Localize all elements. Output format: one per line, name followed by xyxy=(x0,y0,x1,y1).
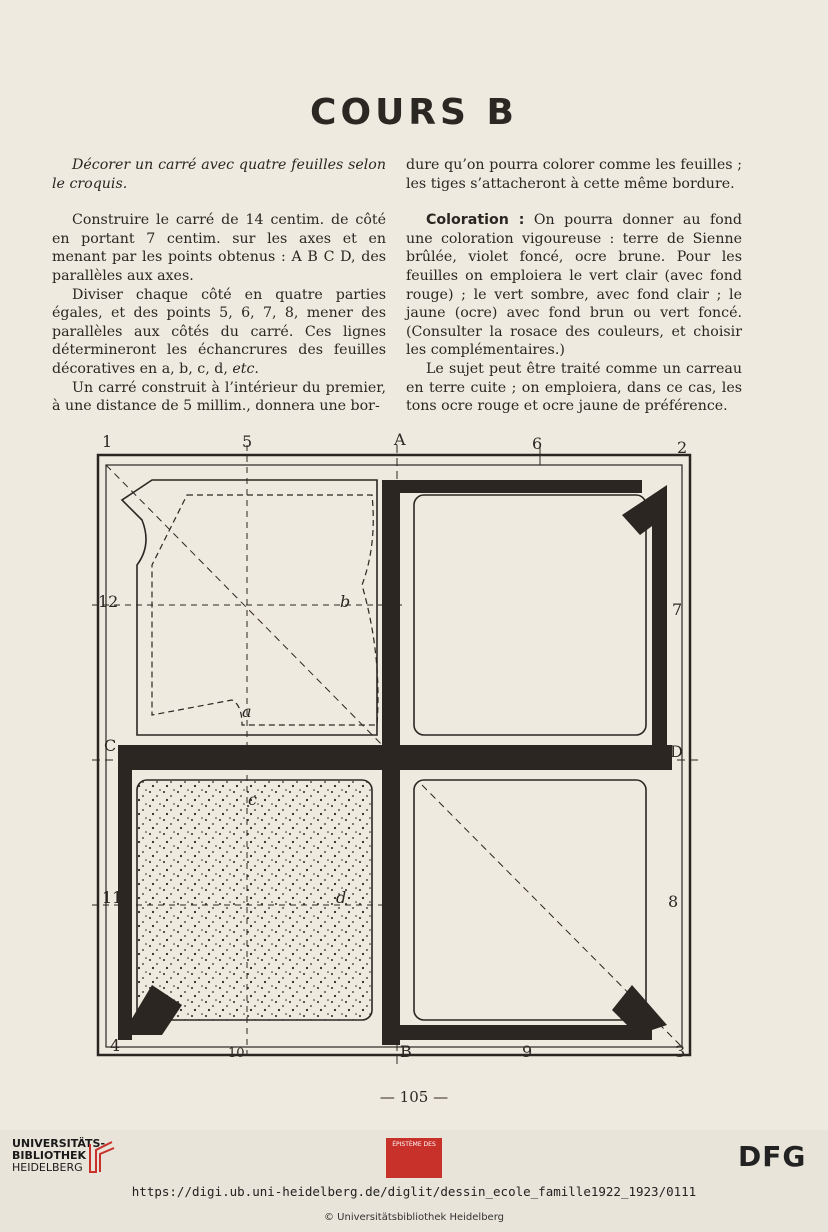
exercise-statement: Décorer un carré avec quatre feuilles selon le croquis. xyxy=(52,157,386,192)
label-10: 10 xyxy=(228,1046,245,1061)
paragraph: Un carré construit à l’intérieur du premier, à une distance de 5 millim., donnera une bor- xyxy=(52,379,386,415)
label-8: 8 xyxy=(668,892,679,911)
library-logo-icon xyxy=(86,1136,116,1176)
source-url[interactable]: https://digi.ub.uni-heidelberg.de/diglit/dessin_ecole_famille1922_1923/0111 xyxy=(131,1184,697,1199)
label-5: 5 xyxy=(242,432,253,451)
label-B: B xyxy=(400,1042,412,1061)
paragraph: Le sujet peut être traité comme un carreau en terre cuite ; on emploiera, dans ce cas, les tons ocre rouge et ocre jaune de préférence. xyxy=(406,360,742,415)
paragraph: dure qu’on pourra colorer comme les feuilles ; les tiges s’attacheront à cette même bordure. xyxy=(406,157,742,192)
horizontal-band xyxy=(118,745,672,770)
label-2: 2 xyxy=(677,438,688,457)
label-4: 4 xyxy=(110,1036,121,1055)
label-C: C xyxy=(104,736,117,755)
diagonal-1-3b xyxy=(422,785,682,1047)
page-number: — 105 — xyxy=(379,1088,449,1106)
right-border xyxy=(652,500,667,745)
right-column xyxy=(406,156,742,416)
bottom-border xyxy=(400,1025,652,1040)
dfg-logo: DFG xyxy=(738,1140,807,1173)
library-logo-text: UNIVERSITÄTS- BIBLIOTHEK HEIDELBERG xyxy=(12,1137,106,1174)
label-3: 3 xyxy=(675,1042,686,1061)
paragraph: Diviser chaque côté en quatre parties égales, et des points 5, 6, 7, 8, mener des parallèles aux côtés du carré. Ces lignes détermineront les échancrures des feuilles décoratives en a, b, c, d, etc. xyxy=(52,286,386,377)
coloration-heading: Coloration : xyxy=(426,212,525,229)
label-b: b xyxy=(340,592,351,611)
leaf-top-right xyxy=(414,495,646,735)
left-column xyxy=(52,156,386,416)
label-D: D xyxy=(670,742,683,761)
label-7: 7 xyxy=(672,600,683,619)
partner-badge: ÉPISTÈME DES xyxy=(386,1138,442,1178)
leaf-bottom-right xyxy=(414,780,646,1020)
label-a: a xyxy=(242,702,252,721)
label-d: d xyxy=(336,888,347,907)
page-title: COURS B xyxy=(310,92,518,133)
top-border xyxy=(400,480,642,493)
label-c: c xyxy=(248,790,257,809)
label-12: 12 xyxy=(98,592,119,611)
label-11: 11 xyxy=(102,888,123,907)
paragraph: Construire le carré de 14 centim. de côté en portant 7 centim. sur les axes et en menant par les points obtenus : A B C D, des parallèles aux axes. xyxy=(52,212,386,284)
label-9: 9 xyxy=(522,1042,533,1061)
paragraph: Coloration : On pourra donner au fond une coloration vigoureuse : terre de Sienne brûlée, violet foncé, ocre brune. Pour les feuilles on emploiera le vert clair (avec fond rouge) ; le vert sombre, avec fond clair ; le jaune (ocre) avec fond brun ou vert foncé. (Consulter la rosace des couleurs, et choisir les complémentaires.) xyxy=(406,212,742,359)
copyright: © Universitätsbibliothek Heidelberg xyxy=(323,1212,504,1223)
leaf-top-left xyxy=(122,480,377,735)
construction-figure xyxy=(92,425,712,1070)
label-6: 6 xyxy=(532,434,543,453)
label-A: A xyxy=(394,430,406,449)
label-1: 1 xyxy=(102,432,113,451)
